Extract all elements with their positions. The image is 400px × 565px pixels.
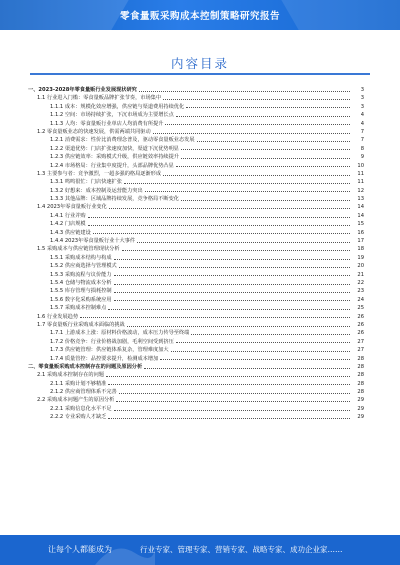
toc-leader-dots [106,376,350,377]
toc-entry[interactable] [28,94,364,102]
toc-entry-page: 27 [357,347,364,354]
toc-entry-label: 1.5.2 供应商选择与管理模式 [50,263,117,270]
toc-leader-dots [109,208,350,209]
toc-entry-page: 28 [357,363,364,370]
toc-entry[interactable] [28,145,364,153]
toc-leader-dots [114,292,350,293]
toc-leader-dots [176,166,350,167]
toc-entry[interactable] [28,304,364,312]
toc-leader-dots [163,99,350,100]
toc-entry[interactable] [28,296,364,304]
toc-entry-page: 18 [357,246,364,253]
toc-leader-dots [108,309,350,310]
toc-leader-dots [114,259,350,260]
toc-entry-page: 28 [357,372,364,379]
toc-entry-page: 8 [360,145,364,152]
toc-entry-page: 27 [357,338,364,345]
toc-leader-dots [165,124,350,125]
toc-leader-dots [114,284,350,285]
toc-entry-label: 1.4.2 门店规模 [50,221,86,228]
toc-entry-page: 3 [360,103,364,110]
toc-entry-page: 7 [360,137,364,144]
toc-entry[interactable] [28,212,364,220]
toc-entry[interactable] [28,195,364,203]
toc-entry-label: 1.4.3 供应链建设 [50,229,91,236]
toc-leader-dots [108,384,350,385]
toc-entry-label: 1.7.1 上游成本上涨：原材料价格波动，成本压力传导至终端 [50,330,190,337]
toc-entry-page: 28 [357,380,364,387]
toc-entry[interactable] [28,245,364,253]
toc-entry-label: 1.5.7 采购成本控制难点 [50,305,107,312]
toc-entry[interactable] [28,313,364,321]
toc-entry-page: 29 [357,405,364,412]
toc-entry-label: 1.5.4 仓储与物流成本分析 [50,279,112,286]
toc-entry-label: 1.3.2 好想来：成本控制及运营能力突出 [50,187,143,194]
toc-entry-label: 1.2 零食量贩业态的快速发展，供需两端共同驱动 [37,128,151,135]
toc-entry[interactable] [28,321,364,329]
toc-leader-dots [186,107,350,108]
toc-entry[interactable] [28,153,364,161]
toc-entry-label: 1.2.2 渠道优势：门店扩张速度加快，渠道下沉优势明显 [50,145,179,152]
footer-tagline: 行业专家、管理专家、营销专家、战略专家、成功企业家…… [140,545,343,554]
toc-leader-dots [114,410,350,411]
toc-entry-page: 29 [357,397,364,404]
toc-leader-dots [144,368,350,369]
toc-entry[interactable] [28,120,364,128]
toc-leader-dots [124,183,350,184]
toc-entry[interactable] [28,388,364,396]
toc-entry[interactable] [28,355,364,363]
toc-entry-page: 19 [357,254,364,261]
toc-leader-dots [116,401,350,402]
toc-leader-dots [197,141,350,142]
toc-leader-dots [160,359,350,360]
toc-entry-label: 1.4.4 2023年零食量贩行业十大事件 [50,238,136,245]
toc-entry-label: 1.1.2 空间：市场持续扩张，下沉市场成为主要增长点 [50,112,174,119]
toc-entry-label: 1.7.4 质量管控：品控要求提升，检测成本增加 [50,355,159,362]
toc-leader-dots [181,158,350,159]
toc-leader-dots [108,418,350,419]
toc-entry-label: 2.2 采购成本问题产生的原因分析 [37,397,115,404]
toc-entry[interactable] [28,229,364,237]
toc-entry[interactable] [28,86,364,94]
toc-entry-page: 10 [357,162,364,169]
toc-leader-dots [119,393,350,394]
toc-leader-dots [137,242,350,243]
toc-entry-page: 4 [360,120,364,127]
toc-entry[interactable] [28,128,364,136]
toc-entry-label: 1.5.1 采购成本结构与构成 [50,254,112,261]
toc-entry-page: 23 [357,288,364,295]
toc-entry-page: 24 [357,296,364,303]
toc-leader-dots [181,149,350,150]
toc-entry-label: 1.1.1 成本：规模化效应增强，供应链与渠道费用持续优化 [50,103,185,110]
toc-entry-label: 一、2023-2028年零食量贩行业发展现状研究 [28,87,137,93]
toc-leader-dots [114,300,350,301]
footer-banner [0,535,400,565]
toc-entry-page: 17 [357,238,364,245]
toc-leader-dots [93,233,350,234]
toc-entry-page: 4 [360,112,364,119]
toc-entry[interactable] [28,237,364,245]
toc-leader-dots [80,317,350,318]
toc-entry-label: 1.3.1 鸣鸣很忙：门店快速扩张 [50,179,122,186]
toc-leader-dots [127,326,350,327]
toc-leader-dots [153,133,350,134]
toc-entry[interactable] [28,203,364,211]
toc-entry-page: 9 [360,154,364,161]
toc-entry[interactable] [28,380,364,388]
toc-leader-dots [163,175,350,176]
toc-entry[interactable] [28,254,364,262]
toc-entry-page: 28 [357,355,364,362]
toc-entry-label: 1.2.3 供应链效率：采购模式升级，供应链效率持续提升 [50,154,179,161]
toc-entry-label: 2.2.2 专业采购人才缺乏 [50,414,107,421]
toc-entry-label: 1.1 行业进入门槛：零食量贩品牌扩张节奏，市场集中 [37,95,162,102]
toc-entry-label: 1.6 行业发展趋势 [37,313,79,320]
toc-entry-page: 28 [357,389,364,396]
toc-entry[interactable] [28,136,364,144]
toc-entry-page: 3 [360,95,364,102]
toc-entry[interactable] [28,103,364,111]
toc-entry-label: 1.3.3 其他品牌：区域品牌持续发展，竞争格局不断变化 [50,196,179,203]
toc-entry-page: 7 [360,128,364,135]
toc-entry-page: 14 [357,204,364,211]
toc-entry-page: 12 [357,187,364,194]
toc-entry[interactable] [28,271,364,279]
toc-entry-page: 29 [357,414,364,421]
toc-entry-page: 21 [357,271,364,278]
toc-leader-dots [139,91,350,92]
toc-entry-page: 22 [357,279,364,286]
toc-entry-label: 1.2.1 消费需求：性价比消费理念普及，驱动零食量贩业态发展 [50,137,195,144]
toc-entry-label: 1.5.3 采购流程与议价能力 [50,271,112,278]
toc-leader-dots [119,267,350,268]
toc-entry[interactable] [28,187,364,195]
toc-entry[interactable] [28,346,364,354]
toc-leader-dots [191,334,350,335]
toc-entry-label: 1.7.3 供应链管理：供应链体系复杂，管理难度加大 [50,347,169,354]
toc-leader-dots [88,225,350,226]
toc-entry-page: 13 [357,196,364,203]
toc-entry-page: 11 [357,179,364,186]
toc-entry-page: 26 [357,321,364,328]
toc-entry-page: 11 [357,170,364,177]
footer-slogan: 让每个人都能成为 [48,545,112,554]
toc-entry-label: 1.4 2023年零食量贩行业变化 [37,204,107,211]
toc-entry[interactable] [28,338,364,346]
toc-entry-page: 16 [357,229,364,236]
toc-entry-label: 2.1.2 供应商管理体系不完善 [50,389,117,396]
table-of-contents [28,86,364,422]
toc-entry-label: 1.7 零食量贩行业采购成本面临的挑战 [37,321,125,328]
toc-leader-dots [122,250,350,251]
toc-leader-dots [88,217,350,218]
toc-entry[interactable] [28,396,364,404]
toc-entry-label: 2.1.1 采购计划不够精准 [50,380,107,387]
toc-heading: 内容目录 [170,56,229,71]
toc-entry-label: 1.2.4 市场格局：行业集中度提升，头部品牌优势凸显 [50,162,174,169]
toc-entry[interactable] [28,220,364,228]
toc-entry[interactable] [28,329,364,337]
toc-entry-page: 26 [357,330,364,337]
toc-entry-label: 1.5.6 数字化采购系统应用 [50,296,112,303]
header-banner [0,0,400,30]
toc-entry-label: 二、零食量贩采购成本控制存在的问题及原因分析 [28,363,143,370]
toc-entry[interactable] [28,111,364,119]
toc-entry[interactable] [28,287,364,295]
toc-leader-dots [176,342,350,343]
toc-entry-label: 1.5 采购成本与供应链管理现状分析 [37,246,120,253]
toc-leader-dots [114,275,350,276]
toc-entry-label: 1.3 主要参与者：竞争激烈，一超多强的格局逐渐形成 [37,170,162,177]
toc-entry[interactable] [28,279,364,287]
toc-entry[interactable] [28,162,364,170]
toc-entry[interactable] [28,363,364,371]
toc-entry-label: 1.7.2 价格竞争：行业价格战加剧，毛利空间受到挤压 [50,338,174,345]
toc-entry-label: 2.1 采购成本控制存在的问题 [37,372,104,379]
toc-entry[interactable] [28,371,364,379]
toc-leader-dots [171,351,350,352]
toc-entry-page: 14 [357,212,364,219]
toc-leader-dots [176,116,350,117]
toc-entry-label: 1.4.1 行业并购 [50,212,86,219]
toc-leader-dots [145,191,350,192]
toc-entry[interactable] [28,178,364,186]
toc-leader-dots [181,200,350,201]
toc-entry-page: 20 [357,263,364,270]
toc-entry[interactable] [28,262,364,270]
toc-entry-page: 26 [357,313,364,320]
toc-entry-page: 25 [357,305,364,312]
toc-entry-label: 1.5.5 库存管理与损耗控制 [50,288,112,295]
toc-entry-page: 15 [357,221,364,228]
toc-entry-label: 2.2.1 采购信息化水平不足 [50,405,112,412]
toc-entry-label: 1.1.3 人均：零食量贩行业单店人均消费有所提升 [50,120,164,127]
document-title: 零食量贩采购成本控制策略研究报告 [119,11,280,22]
toc-entry-page: 3 [360,87,364,93]
toc-entry[interactable] [28,413,364,421]
toc-divider [30,73,370,75]
toc-entry[interactable] [28,405,364,413]
toc-entry[interactable] [28,170,364,178]
